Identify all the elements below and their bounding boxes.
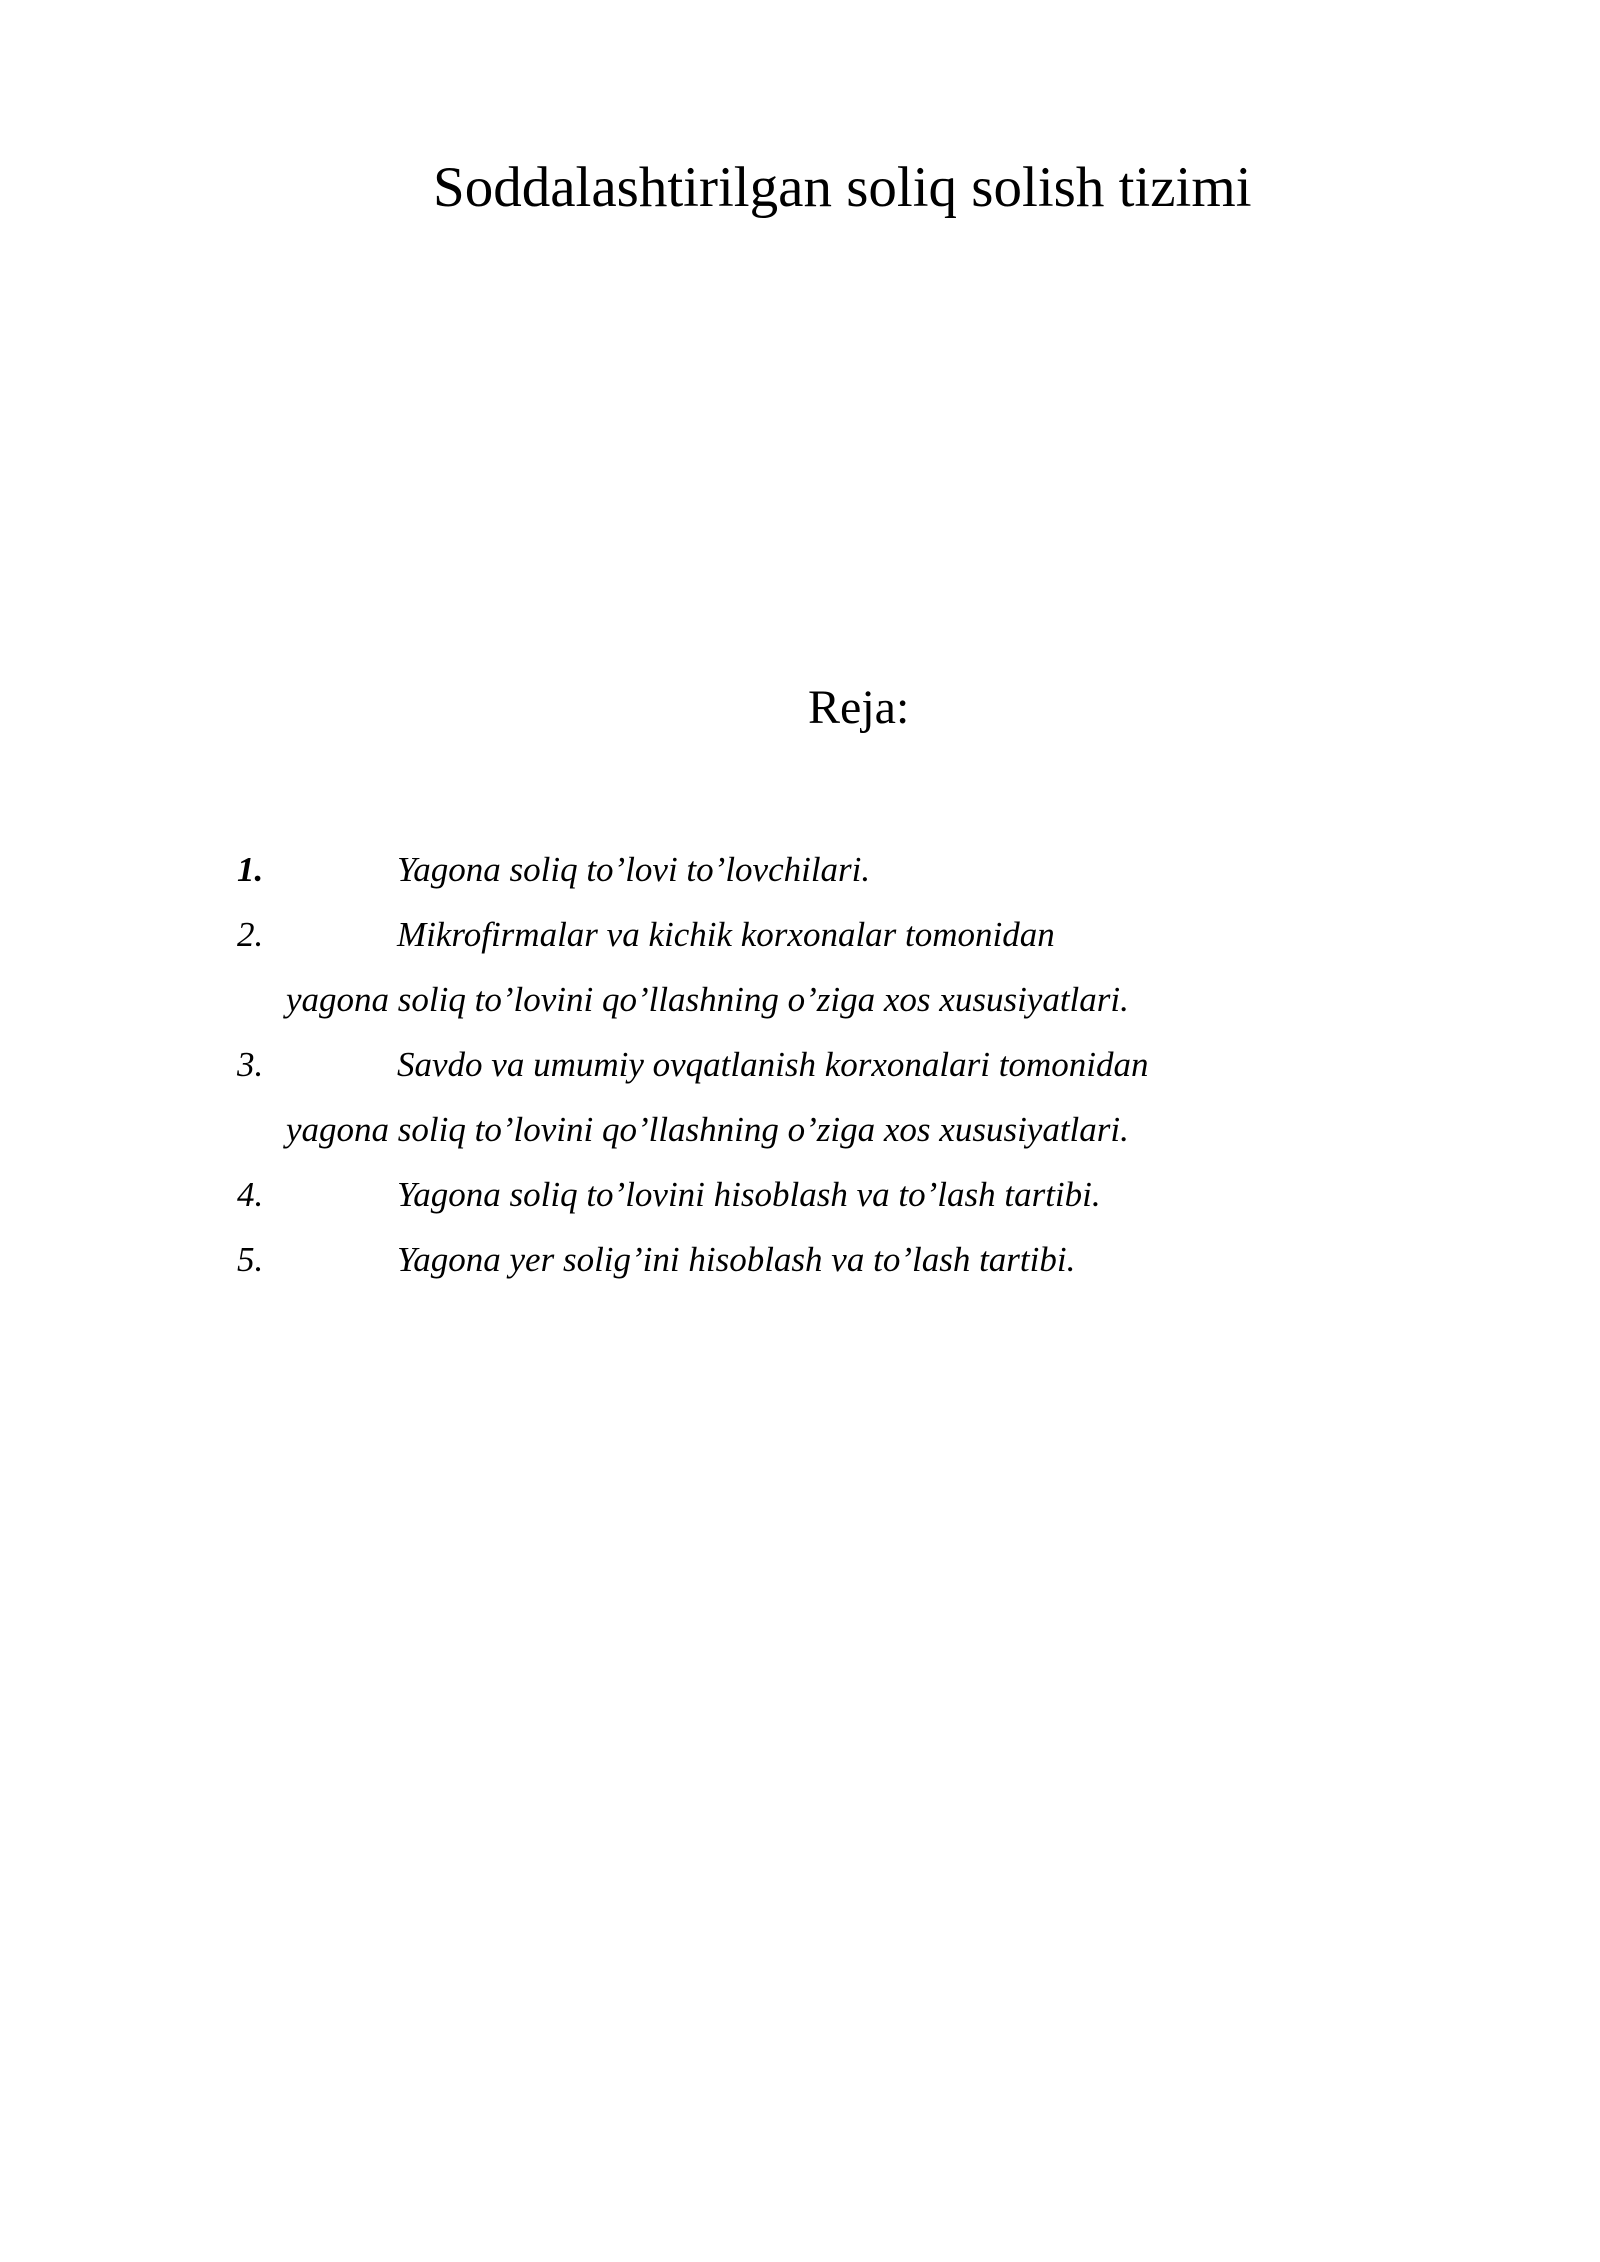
plan-item-number: 1. bbox=[237, 850, 264, 889]
plan-item-number: 2. bbox=[237, 915, 264, 954]
plan-item-number: 5. bbox=[237, 1240, 264, 1279]
plan-item-number: 4. bbox=[237, 1175, 264, 1214]
plan-item-text-continuation: yagona soliq to’lovini qo’llashning o’ziga xos xususiyatlari. bbox=[286, 1110, 1129, 1149]
plan-item-text: Yagona soliq to’lovini hisoblash va to’lash tartibi. bbox=[397, 1175, 1101, 1214]
plan-item-text: Yagona soliq to’lovi to’lovchilari. bbox=[397, 850, 871, 889]
plan-item-text: Yagona yer solig’ini hisoblash va to’lash tartibi. bbox=[397, 1240, 1076, 1279]
plan-item-text: Mikrofirmalar va kichik korxonalar tomonidan bbox=[397, 915, 1055, 954]
document-title: Soddalashtirilgan soliq solish tizimi bbox=[433, 156, 1252, 219]
plan-item-text: Savdo va umumiy ovqatlanish korxonalari tomonidan bbox=[397, 1045, 1149, 1084]
plan-item-number: 3. bbox=[237, 1045, 264, 1084]
plan-heading: Reja: bbox=[808, 681, 910, 734]
plan-item-text-continuation: yagona soliq to’lovini qo’llashning o’ziga xos xususiyatlari. bbox=[286, 980, 1129, 1019]
